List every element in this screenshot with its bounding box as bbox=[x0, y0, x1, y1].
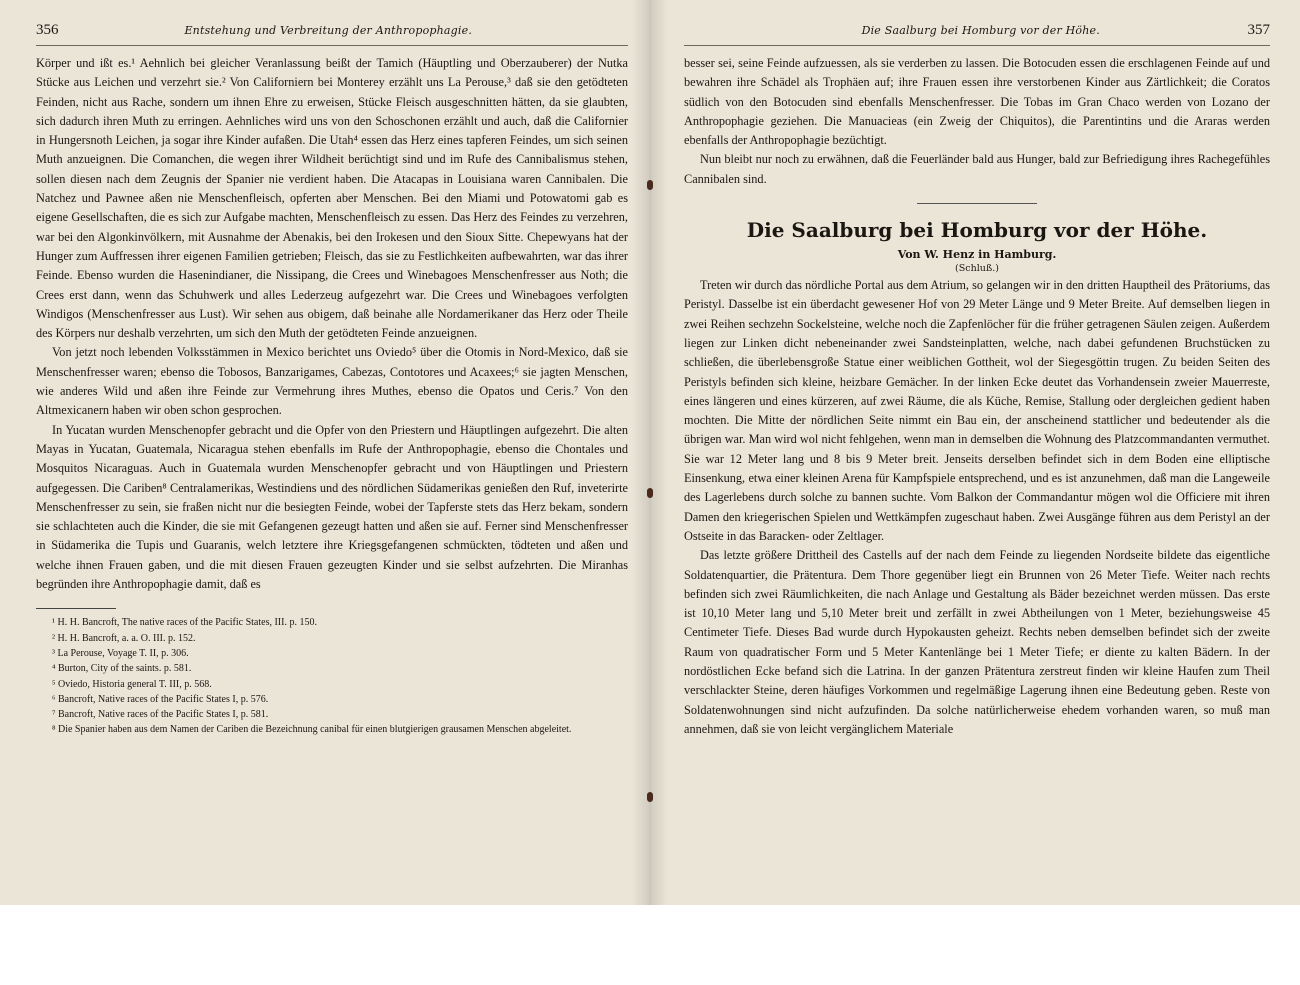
left-running-head bbox=[36, 22, 628, 46]
left-running-title: Entstehung und Verbreitung der Anthropophagie. bbox=[184, 24, 473, 37]
footnotes bbox=[36, 615, 628, 737]
left-body-text bbox=[36, 54, 628, 594]
binding-stitch bbox=[647, 180, 653, 190]
left-paragraph-2: Von jetzt noch lebenden Volksstämmen in Mexico berichtet uns Oviedo⁵ über die Otomis in Nord-Mexico, daß sie Menschenfresser waren; ebenso die Tobosos, Banzarigames, Cabezas, Contotores und Acaxees;⁶ sie jagten Menschen, wie anderes Wild und aßen ihre Feinde zur Vermehrung ihres Muthes, ebenso die Opatos und Ceris.⁷ Von den Altmexicanern haben wir oben schon gesprochen. bbox=[36, 345, 628, 418]
article-divider bbox=[917, 203, 1037, 204]
footnote-3: ³ La Perouse, Voyage T. II, p. 306. bbox=[52, 647, 189, 659]
left-page-number: 356 bbox=[36, 22, 59, 38]
left-page bbox=[0, 0, 650, 905]
right-page bbox=[650, 0, 1300, 905]
binding-stitch bbox=[647, 488, 653, 498]
footnote-7: ⁷ Bancroft, Native races of the Pacific States I, p. 581. bbox=[52, 709, 269, 721]
footnote-divider bbox=[36, 608, 116, 609]
right-running-title: Die Saalburg bei Homburg vor der Höhe. bbox=[861, 24, 1100, 37]
footnote-2: ² H. H. Bancroft, a. a. O. III. p. 152. bbox=[52, 632, 196, 644]
footnote-1: ¹ H. H. Bancroft, The native races of the Pacific States, III. p. 150. bbox=[52, 617, 317, 629]
article-paragraph-2: Das letzte größere Drittheil des Castells auf der nach dem Feinde zu liegenden Nordseite bildete das eigentliche Soldatenquartier, die Prätentura. Dem Thore gegenüber liegt ein Brunnen von 26 Meter Tiefe. Weiter nach rechts befinden sich zwei Räumlichkeiten, die nach Anlage und Gestaltung als Bäder bezeichnet werden müssen. Das erste ist 10,10 Meter lang und 5,10 Meter breit und zerfällt in zwei Abtheilungen von 1 Meter, beziehungsweise 45 Centimeter Tiefe. Dieses Bad wurde durch Hypokausten geheizt. Rechts neben demselben befindet sich der zweite Raum von quadratischer Form und 5 Meter Kantenlänge bei 1 Meter Tiefe; er diente zu kalten Bädern. In der nordöstlichen Ecke befand sich die Latrina. In der ganzen Prätentura zerstreut finden wir kleine Haufen zum Theil verschlackter Steine, deren häufiges Vorkommen und regelmäßige Lagerung ihnen eine Bedeutung geben. Reste von Soldatenwohnungen sind nicht aufzufinden. Da solche natürlicherweise ehedem vorhanden waren, so muß man annehmen, daß sie von leicht vergänglichem Materiale bbox=[684, 548, 1270, 736]
footnote-4: ⁴ Burton, City of the saints. p. 581. bbox=[52, 663, 192, 675]
left-paragraph-1: Körper und ißt es.¹ Aehnlich bei gleicher Veranlassung beißt der Tamich (Häuptling und Oberzauberer) der Nutka Stücke aus Leichen und verzehrt sie.² Von Californiern bei Monterey erzählt uns La Perouse,³ daß sie den getödteten Feinden, nicht aus Rache, sondern um ihnen Ehre zu erweisen, Stücke Fleisch ausgeschnitten hätten, da sie glaubten, sich dadurch ihren Muth zu erringen. Aehnliches wird uns von den Schoschonen erzählt und auch, daß die Californier in Hungersnoth Leichen, ja sogar ihre Kinder aufaßen. Die Utah⁴ essen das Herz eines tapferen Feindes, um sich seinen Muth anzueignen. Die Comanchen, die wegen ihrer Wildheit berüchtigt sind und im Rufe des Cannibalismus stehen, sollen diesen nach dem Zeugnis der Spanier nie verdient haben. Die Atacapas in Louisiana waren Cannibalen. Die Natchez und Pawnee aßen nie Menschenfleisch, opferten aber Menschen. Bei den Miami und Potowatomi gab es eigene Gesellschaften, die es sich zur Aufgabe machten, Menschenfleisch zu essen. Das Herz des Feindes zu verzehren, war bei den Algonkinvölkern, mit Ausnahme der Abenakis, bei den Irokesen und den Sioux Sitte. Chepewyans hat der Hunger zum Auffressen ihrer eigenen Familien getrieben; Fleisch, das sie zu Festlichkeiten aufbewahrten, war das ihrer Feinde. Ebenso wurden die Hasenindianer, die Nissipang, die Crees und Winebagoes Menschenfresser aus Noth; die Crees erst dann, wenn das Schuhwerk und alles Lederzeug aufgezehrt war. Die Crees und Winebagoes verfolgten Windigos (Menschenfresser aus Lust). Wir sehen aus obigem, daß beinahe alle Nordamerikaner das Herz oder Theile des Körpers nur deshalb verzehrten, um sich den Muth der getödteten Feinde anzueignen. bbox=[36, 56, 628, 341]
article-conclusion-note: (Schluß.) bbox=[955, 263, 999, 275]
left-paragraph-3: In Yucatan wurden Menschenopfer gebracht und die Opfer von den Priestern und Häuptlingen aufgezehrt. Die alten Mayas in Yucatan, Guatemala, Nicaragua stehen ebenfalls im Rufe der Anthropophagie, ebenso die Chontales und Mosquitos Nicaraguas. Auch in Guatemala wurden Menschenopfer gebracht und von Häuptlingen und Priestern aufgegessen. Die Cariben⁸ Centralamerikas, Westindiens und des nördlichen Südamerikas genießen den Ruf, inveterirte Menschenfresser zu sein, sie fraßen nicht nur die besiegten Feinde, wobei der Tapferste stets das Herz bekam, sondern sie schlachteten auch die Kinder, die sie mit Gefangenen gezeugt hatten und aßen sie auf. Ferner sind Menschenfresser in Südamerika die Tupis und Guaranis, welch letztere ihre Kriegsgefangenen schmückten, tödteten und aßen und welche ihnen Frauen gaben, und die mit diesen Frauen gezeugten Kinder und sie selbst aufzehrten. Die Miranhas begründen ihre Anthropophagie damit, daß es bbox=[36, 422, 628, 592]
right-running-head bbox=[684, 22, 1270, 46]
bottom-margin bbox=[0, 905, 1300, 985]
right-body-text-article bbox=[684, 276, 1270, 739]
article-paragraph-1: Treten wir durch das nördliche Portal aus dem Atrium, so gelangen wir in den dritten Hauptheil des Prätoriums, das Peristyl. Dasselbe ist ein überdacht gewesener Hof von 29 Meter Länge und 9 Meter Breite. Auf demselben liegen in zwei Reihen sechzehn Sockelsteine, welche noch die Zapfenlöcher für die früher getragenen Säulen zeigen. Außerdem liegen zur Linken dicht nebeneinander zwei Sandsteinplatten, welche, nach dabei gefundenen Bruchstücken zu schließen, die überlebensgroße Statue einer weiblichen Gottheit, wol der Siegesgöttin trugen. Zu beiden Seiten des Peristyls befinden sich kleine, heizbare Gemächer. In der linken Ecke deutet das Vorhandensein zweier Mauerreste, eines längeren und eines kürzeren, auf zwei Räume, die als Küche, Remise, Stallung oder dergleichen gedient haben mochten. Die Mitte der nördlichen Seite nimmt ein Bau ein, der anscheinend stattlicher und bedeutender als die übrigen war. Man wird wol nicht fehlgehen, wenn man in demselben die Wohnung des Platzcommandanten vermuthet. Sie war 12 Meter lang und 8 bis 9 Meter breit. Jenseits derselben befindet sich in dem Boden eine elliptische Einsenkung, etwa einer kleinen Arena für Kampfspiele entsprechend, und es ist anzunehmen, daß man die Langeweile des Lagerlebens durch solche zu bannen suchte. Vom Balkon der Commandantur mögen wol die Officiere mit ihren Damen den kriegerischen Spielen und Wettkämpfen zugeschaut haben. Zwei Ausgänge führen aus dem Peristyl an der Ostseite in das Baracken- oder Zeltlager. bbox=[684, 278, 1270, 543]
right-paragraph-1: besser sei, seine Feinde aufzuessen, als sie verderben zu lassen. Die Botocuden essen die erschlagenen Feinde auf und bewahren ihre Schädel als Trophäen auf; ihre Frauen essen ihre verstorbenen Kinder aus Zärtlichkeit; die Coratos südlich von den Botocuden sind ebenfalls Menschenfresser. Die Tobas im Gran Chaco werden von Lozano der Anthropophagie geziehen. Die Manuacieas (ein Zweig der Chiquitos), die Parentintins und die Araras werden ebenfalls der Anthropophagie bezüchtigt. bbox=[684, 56, 1270, 148]
binding-stitch bbox=[647, 792, 653, 802]
right-page-number: 357 bbox=[1247, 22, 1270, 38]
right-body-text-top bbox=[684, 54, 1270, 189]
footnote-6: ⁶ Bancroft, Native races of the Pacific States I, p. 576. bbox=[52, 693, 269, 705]
article-byline: Von W. Henz in Hamburg. bbox=[897, 248, 1057, 262]
book-gutter bbox=[632, 0, 668, 905]
article-title: Die Saalburg bei Homburg vor der Höhe. bbox=[746, 218, 1208, 243]
footnote-5: ⁵ Oviedo, Historia general T. III, p. 568. bbox=[52, 678, 212, 690]
footnote-8: ⁸ Die Spanier haben aus dem Namen der Cariben die Bezeichnung canibal für einen blutgierigen grausamen Menschen abgeleitet. bbox=[52, 724, 572, 736]
right-paragraph-2: Nun bleibt nur noch zu erwähnen, daß die Feuerländer bald aus Hunger, bald zur Befriedigung ihres Rachegefühles Cannibalen sind. bbox=[684, 152, 1270, 186]
